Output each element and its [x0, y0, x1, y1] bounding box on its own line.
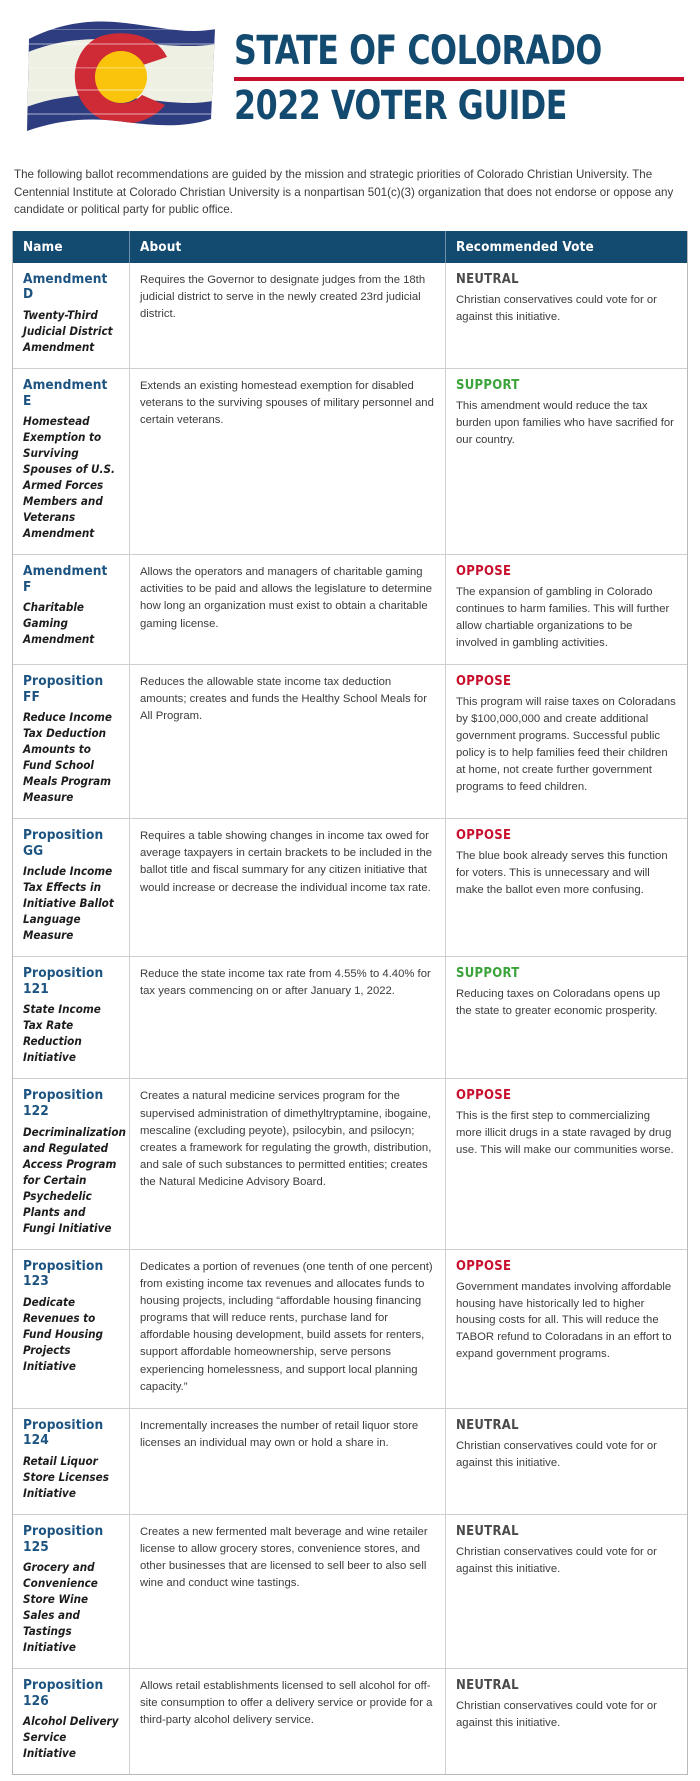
measure-description: Creates a natural medicine services program for the supervised administration of dimethyltryptamine, ibogaine, mescaline (excluding peyote), psilocybin, and psilocyn; creates a framework for regulating the growth, distribution, and sale of such substances to permitted entities; creates the Natural Medicine Advisory Board. [140, 1090, 432, 1189]
recommendation-badge: OPPOSE [456, 673, 512, 689]
recommendation-badge: NEUTRAL [456, 271, 519, 287]
title-block [230, 27, 688, 129]
measure-subtitle: Grocery and Convenience Store Wine Sales and Tastings Initiative [23, 1560, 98, 1655]
cell-about [129, 555, 445, 664]
table-row [13, 1079, 687, 1249]
cell-recommended-vote [445, 263, 687, 368]
measure-name: Amendment F [23, 563, 108, 595]
page-title-line-2: 2022 VOTER GUIDE [234, 83, 567, 129]
cell-about [129, 263, 445, 368]
recommendation-badge: NEUTRAL [456, 1524, 519, 1540]
table-row [13, 369, 687, 555]
recommendation-badge: OPPOSE [456, 564, 512, 580]
cell-about [129, 369, 445, 554]
page-header [12, 0, 688, 152]
cell-recommended-vote [445, 555, 687, 664]
measure-subtitle: Retail Liquor Store Licenses Initiative [23, 1454, 109, 1501]
recommendation-badge: SUPPORT [456, 378, 520, 394]
title-divider [234, 77, 684, 81]
measure-subtitle: State Income Tax Rate Reduction Initiative [23, 1002, 101, 1065]
cell-name [13, 555, 129, 664]
table-row [13, 1250, 687, 1409]
recommendation-badge: NEUTRAL [456, 1678, 519, 1694]
cell-about [129, 957, 445, 1078]
column-header-about: About [129, 231, 445, 263]
table-row [13, 665, 687, 819]
cell-about [129, 1250, 445, 1408]
table-body [13, 263, 687, 1775]
intro-paragraph: The following ballot recommendations are guided by the mission and strategic priorities of Colorado Christian University. The Centennial Institute at Colorado Christian University is a nonpartisan 501(c)(3) organization that does not endorse or oppose any candidate or political party for public office. [14, 168, 674, 217]
cell-name [13, 1409, 129, 1514]
cell-name [13, 1515, 129, 1668]
table-row [13, 819, 687, 957]
measure-description: Creates a new fermented malt beverage and wine retailer license to allow grocery stores, convenience stores, and other businesses that are licensed to sell beer to also sell wine and conduct wine tastings. [140, 1526, 428, 1590]
recommendation-rationale: The expansion of gambling in Colorado continues to harm families. This will further allow chartiable organizations to be involved in gambling activities. [456, 586, 670, 649]
measure-description: Incrementally increases the number of retail liquor store licenses an individual may own or hold a share in. [140, 1419, 419, 1449]
cell-recommended-vote [445, 1409, 687, 1514]
measure-name: Amendment D [23, 270, 108, 303]
table-row [13, 1669, 687, 1774]
measure-subtitle: Alcohol Delivery Service Initiative [23, 1714, 119, 1761]
measure-subtitle: Decriminalization and Regulated Access Program for Certain Psychedelic Plants and Fungi Initiative [23, 1124, 126, 1235]
cell-name [13, 819, 129, 956]
measure-description: Extends an existing homestead exemption for disabled veterans to the surviving spouses of military personnel and certain veterans. [140, 380, 434, 427]
measure-description: Reduces the allowable state income tax deduction amounts; creates and funds the Healthy School Meals for All Program. [140, 675, 427, 723]
measure-subtitle: Include Income Tax Effects in Initiative Ballot Language Measure [23, 864, 114, 943]
page-title-line-1: STATE OF COLORADO [234, 27, 602, 74]
column-header-recommended-vote: Recommended Vote [445, 231, 687, 263]
cell-recommended-vote [445, 1079, 687, 1248]
cell-name [13, 369, 129, 554]
cell-name [13, 665, 129, 818]
cell-name [13, 1079, 129, 1248]
measure-name: Proposition 125 [23, 1523, 104, 1555]
cell-recommended-vote [445, 1250, 687, 1408]
recommendation-rationale: Christian conservatives could vote for or against this initiative. [456, 1546, 657, 1575]
cell-name [13, 957, 129, 1078]
colorado-flag-icon [21, 13, 221, 145]
cell-about [129, 1669, 445, 1774]
measure-description: Dedicates a portion of revenues (one tenth of one percent) from existing income tax revenues and allocates funds to housing projects, including “affordable housing financing programs that will reduce rents, purchase land for affordable housing development, build assets for renters, support affordable homeownership, serve persons experiencing homelessness, and support local planning capacity.” [140, 1260, 433, 1393]
cell-about [129, 1079, 445, 1248]
table-row [13, 263, 687, 369]
cell-recommended-vote [445, 369, 687, 554]
recommendation-rationale: Christian conservatives could vote for or against this initiative. [456, 1700, 657, 1730]
column-header-name: Name [23, 238, 63, 255]
measure-description: Requires a table showing changes in income tax owed for average taxpayers in certain brackets to be included in the ballot title and fiscal summary for any citizen initiative that would increase or decrease the individual income tax rate. [140, 830, 433, 894]
measure-name: Proposition 124 [23, 1416, 104, 1449]
recommendation-badge: NEUTRAL [456, 1417, 519, 1433]
table-row [13, 957, 687, 1079]
cell-recommended-vote [445, 1669, 687, 1774]
cell-recommended-vote [445, 665, 687, 818]
measure-name: Amendment E [23, 377, 108, 409]
measure-name: Proposition GG [23, 827, 104, 859]
recommendation-badge: OPPOSE [456, 828, 512, 844]
measure-description: Reduce the state income tax rate from 4.55% to 4.40% for tax years commencing on or after January 1, 2022. [140, 968, 431, 998]
recommendation-rationale: The blue book already serves this function for voters. This is unnecessary and will make the ballot even more confusing. [456, 850, 668, 896]
measure-description: Allows retail establishments licensed to sell alcohol for off-site consumption to offer a delivery service or provide for a third-party alcohol delivery service. [140, 1680, 433, 1727]
cell-recommended-vote [445, 819, 687, 956]
colorado-flag-logo [12, 13, 230, 145]
measure-description: Allows the operators and managers of charitable gaming activities to be paid and allows the legislature to determine how long an organization must exist to obtain a charitable gaming license. [140, 566, 433, 630]
cell-name [13, 1669, 129, 1774]
measure-subtitle: Reduce Income Tax Deduction Amounts to Fund School Meals Program Measure [23, 710, 112, 805]
recommendation-rationale: Government mandates involving affordable housing have historically led to higher housing costs for all. This will reduce the TABOR refund to Coloradans in an effort to expand government programs. [456, 1280, 672, 1361]
cell-about [129, 819, 445, 956]
cell-about [129, 665, 445, 818]
recommendation-rationale: This program will raise taxes on Coloradans by $100,000,000 and create additional government programs. Successful public policy is to help families feed their children at home, not create further government programs to feed children. [456, 695, 676, 793]
recommendation-rationale: This amendment would reduce the tax burden upon families who have sacrified for our country. [456, 400, 674, 446]
measure-subtitle: Homestead Exemption to Surviving Spouses of U.S. Armed Forces Members and Veterans Amendment [23, 414, 115, 541]
measure-name: Proposition 121 [23, 965, 104, 997]
ballot-recommendations-table [12, 231, 688, 1776]
measure-subtitle: Charitable Gaming Amendment [23, 600, 95, 647]
recommendation-rationale: This is the first step to commercializing more illicit drugs in a state ravaged by drug use. This will make our communities worse. [456, 1110, 674, 1157]
recommendation-rationale: Christian conservatives could vote for or against this initiative. [456, 293, 657, 323]
measure-name: Proposition 123 [23, 1257, 104, 1290]
measure-name: Proposition 122 [23, 1087, 104, 1120]
table-row [13, 1409, 687, 1515]
cell-name [13, 263, 129, 368]
cell-recommended-vote [445, 957, 687, 1078]
cell-recommended-vote [445, 1515, 687, 1668]
measure-name: Proposition FF [23, 672, 104, 705]
measure-name: Proposition 126 [23, 1677, 104, 1709]
recommendation-badge: OPPOSE [456, 1258, 512, 1274]
measure-subtitle: Twenty-Third Judicial District Amendment [23, 308, 113, 355]
cell-name [13, 1250, 129, 1408]
recommendation-badge: SUPPORT [456, 966, 520, 982]
recommendation-badge: OPPOSE [456, 1088, 512, 1104]
table-row [13, 555, 687, 665]
table-header-row [13, 231, 687, 263]
measure-subtitle: Dedicate Revenues to Fund Housing Projects Initiative [23, 1294, 103, 1373]
table-row [13, 1515, 687, 1669]
measure-description: Requires the Governor to designate judges from the 18th judicial district to serve in the newly created 23rd judicial district. [140, 273, 426, 321]
recommendation-rationale: Reducing taxes on Coloradans opens up the state to greater economic prosperity. [456, 988, 661, 1018]
recommendation-rationale: Christian conservatives could vote for or against this initiative. [456, 1439, 657, 1469]
cell-about [129, 1515, 445, 1668]
cell-about [129, 1409, 445, 1514]
